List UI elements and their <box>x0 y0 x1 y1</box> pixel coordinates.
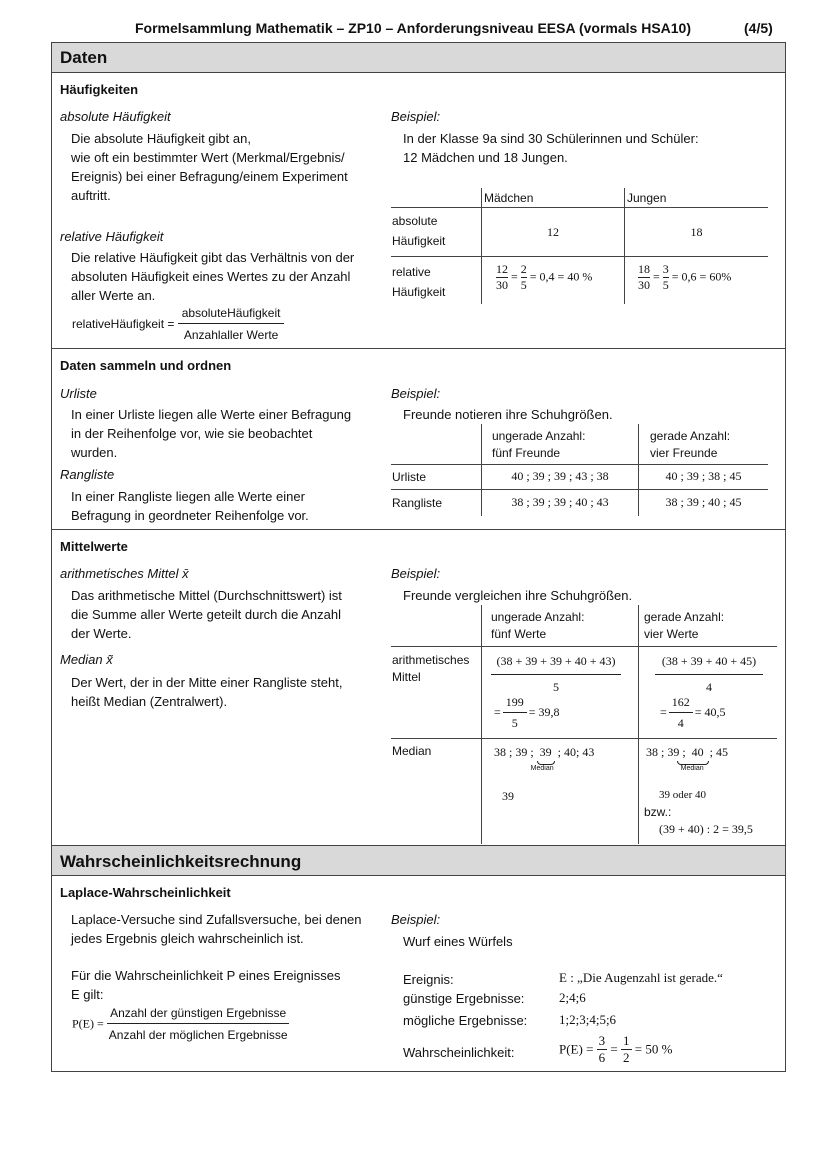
text-line: Laplace-Versuche sind Zufallsversuche, bei denen <box>71 912 362 927</box>
page-number: (4/5) <box>744 20 773 36</box>
text-line: ungerade Anzahl: <box>492 429 586 443</box>
subheading-absolute-haeufigkeit: absolute Häufigkeit <box>60 109 171 124</box>
fraction-numerator: 199 <box>503 695 527 713</box>
formula-relative-haeufigkeit <box>72 306 284 342</box>
example-label: Beispiel: <box>391 912 441 927</box>
fraction-numerator: 1 <box>623 1033 630 1048</box>
median-odd-list <box>494 745 595 772</box>
text-line: wurden. <box>71 445 118 460</box>
example-text: Wurf eines Würfels <box>403 934 513 949</box>
section-divider <box>52 348 785 349</box>
formula-numerator: Anzahl der günstigen Ergebnisse <box>107 1006 289 1024</box>
subheading-urliste: Urliste <box>60 386 97 401</box>
row-header-median: Median <box>392 744 432 758</box>
column-header-gerade <box>650 428 730 462</box>
fraction-denominator: 30 <box>638 278 650 292</box>
formula-numerator: absoluteHäufigkeit <box>178 306 285 324</box>
text-line: E gilt: <box>71 987 104 1002</box>
row-header-absolute <box>392 211 445 251</box>
text-line: absolute <box>392 214 438 228</box>
fraction-denominator: 5 <box>520 278 527 292</box>
text-line: Die relative Häufigkeit gibt das Verhältnis von der <box>71 250 355 265</box>
list-values: ; 45 <box>709 745 729 759</box>
text-arithmetisches-mittel <box>71 586 342 643</box>
text-line: gerade Anzahl: <box>644 610 725 624</box>
result-am-odd: = $\frac{199}{5}$ = 39,8 <box>494 695 560 730</box>
example-text: Freunde vergleichen ihre Schuhgrößen. <box>403 588 633 603</box>
text-median <box>71 673 342 711</box>
median-even-calc: (39 + 40) : 2 = 39,5 <box>659 822 753 836</box>
text-line: auftritt. <box>71 188 111 203</box>
section-divider <box>52 529 785 530</box>
median-odd-result: 39 <box>502 789 514 803</box>
section-title-wahrscheinlichkeit: Wahrscheinlichkeitsrechnung <box>52 845 785 876</box>
text-laplace <box>71 910 362 948</box>
subheading-relative-haeufigkeit: relative Häufigkeit <box>60 229 164 244</box>
result-am-even: = $\frac{162}{4}$ = 40,5 <box>660 695 726 730</box>
formula-fraction <box>107 1006 289 1042</box>
result: = 40,5 <box>694 704 726 719</box>
value-guenstige-ergebnisse: 2;4;6 <box>559 990 586 1005</box>
text-line: absoluten Häufigkeit eines Wertes zu der Anzahl <box>71 269 351 284</box>
text-line: vier Werte <box>644 627 699 641</box>
example-text: Freunde notieren ihre Schuhgrößen. <box>403 407 613 422</box>
heading-mittelwerte: Mittelwerte <box>60 539 128 554</box>
row-header-urliste: Urliste <box>392 470 427 484</box>
subheading-median: Median x̃ <box>60 652 113 667</box>
median-even-list <box>646 745 729 772</box>
formula-denominator: Anzahlaller Werte <box>183 328 279 342</box>
column-header-maedchen: Mädchen <box>484 191 534 205</box>
table-divider <box>481 605 482 844</box>
text-line: Häufigkeit <box>392 285 446 299</box>
fraction-numerator: (38 + 39 + 40 + 45) <box>655 654 763 675</box>
table-cell: 18 <box>690 225 703 239</box>
result: = 0,4 = 40 % <box>529 269 593 284</box>
median-label: Median <box>680 765 704 772</box>
example-label: Beispiel: <box>391 109 441 124</box>
text-line: ungerade Anzahl: <box>491 610 585 624</box>
table-cell: 38 ; 39 ; 40 ; 45 <box>665 495 742 509</box>
text-rangliste <box>71 487 309 525</box>
text-line: Befragung in geordneter Reihenfolge vor. <box>71 508 309 523</box>
fraction-denominator: 6 <box>598 1050 606 1065</box>
text-line: Für die Wahrscheinlichkeit P eines Ereignisses <box>71 968 341 983</box>
fraction-numerator: 2 <box>520 262 527 276</box>
table-divider <box>391 489 768 490</box>
column-header-ungerade <box>491 609 584 643</box>
fraction-denominator: 5 <box>511 716 518 730</box>
column-header-jungen: Jungen <box>627 191 667 205</box>
text-line: vier Freunde <box>650 446 718 460</box>
text-absolute-haeufigkeit <box>71 129 348 205</box>
example-text <box>403 129 699 167</box>
label-wahrscheinlichkeit: Wahrscheinlichkeit: <box>403 1045 515 1060</box>
fraction-denominator: 5 <box>553 680 559 694</box>
table-divider <box>638 605 639 844</box>
median-label: Median <box>530 765 554 772</box>
table-divider <box>391 738 777 739</box>
fraction-numerator: 162 <box>669 695 693 713</box>
median-number: 39 <box>539 745 552 759</box>
text-line: aller Werte an. <box>71 288 156 303</box>
median-value <box>680 745 707 772</box>
text-line: 12 Mädchen und 18 Jungen. <box>403 150 568 165</box>
table-cell: 12 <box>547 225 559 239</box>
subheading-arithmetisches-mittel: arithmetisches Mittel x̄ <box>60 566 189 581</box>
fraction-numerator: 12 <box>496 262 508 276</box>
text-line: in der Reihenfolge vor, wie sie beobachtet <box>71 426 313 441</box>
median-value <box>530 745 555 772</box>
text-relative-haeufigkeit <box>71 248 354 305</box>
text-line: gerade Anzahl: <box>650 429 731 443</box>
text-line: arithmetisches <box>392 653 470 667</box>
example-label: Beispiel: <box>391 566 441 581</box>
table-cell: 38 ; 39 ; 39 ; 40 ; 43 <box>511 495 609 509</box>
table-cell-relative-jungen: $\frac{18}{30}$ = $\frac{3}{5}$ = 0,6 = 60% <box>638 262 732 292</box>
text-line: In einer Rangliste liegen alle Werte einer <box>71 489 305 504</box>
text-line: Ereignis) bei einer Befragung/einem Experiment <box>71 169 348 184</box>
median-even-result: 39 oder 40 <box>659 789 707 801</box>
text-line: der Werte. <box>71 626 132 641</box>
text-line: wie oft ein bestimmter Wert (Merkmal/Ergebnis/ <box>71 150 345 165</box>
list-values: ; 40; 43 <box>557 745 595 759</box>
label-ereignis: Ereignis: <box>403 972 454 987</box>
row-header-arithmetisches-mittel <box>392 652 469 686</box>
heading-haeufigkeiten: Häufigkeiten <box>60 82 139 97</box>
median-number: 40 <box>691 745 704 759</box>
fraction-denominator: 4 <box>677 716 684 730</box>
list-values: 38 ; 39 ; <box>494 745 534 759</box>
table-divider <box>481 188 482 304</box>
text-line: heißt Median (Zentralwert). <box>71 694 228 709</box>
fraction-numerator: (38 + 39 + 39 + 40 + 43) <box>491 654 621 675</box>
formula-am-odd <box>491 654 621 695</box>
subheading-rangliste: Rangliste <box>60 467 115 482</box>
formula-denominator: Anzahl der möglichen Ergebnisse <box>108 1028 288 1042</box>
text-line: relative <box>392 265 431 279</box>
value-wahrscheinlichkeit: P(E) = $\frac{3}{6}$ = $\frac{1}{2}$ = 50 % <box>559 1033 673 1065</box>
fraction-numerator: 3 <box>662 262 669 276</box>
fraction-denominator: 4 <box>706 680 712 694</box>
table-divider <box>391 464 768 465</box>
text-line: In einer Urliste liegen alle Werte einer Befragung <box>71 407 352 422</box>
text-line: die Summe aller Werte geteilt durch die Anzahl <box>71 607 342 622</box>
table-divider <box>391 256 768 257</box>
text-line: Die absolute Häufigkeit gibt an, <box>71 131 251 146</box>
heading-laplace: Laplace-Wahrscheinlichkeit <box>60 885 231 900</box>
table-divider <box>391 207 768 208</box>
value-ereignis: E : „Die Augenzahl ist gerade.“ <box>559 970 723 985</box>
result: = 0,6 = 60% <box>671 269 732 284</box>
formula-left: relativeHäufigkeit = <box>72 317 175 331</box>
formula-left: P(E) = <box>72 1016 104 1031</box>
column-header-gerade <box>644 609 724 643</box>
result: = 50 % <box>634 1041 673 1057</box>
result: = 39,8 <box>528 704 560 719</box>
row-header-relative <box>392 262 445 302</box>
text-line: Mittel <box>392 670 421 684</box>
text-line: In der Klasse 9a sind 30 Schülerinnen und Schüler: <box>403 131 699 146</box>
text-laplace-formula-intro <box>71 966 341 1004</box>
table-cell: 40 ; 39 ; 39 ; 43 ; 38 <box>511 469 609 483</box>
list-values: 38 ; 39 ; <box>646 745 686 759</box>
text-line: Das arithmetische Mittel (Durchschnittswert) ist <box>71 588 342 603</box>
text-line: fünf Werte <box>491 627 547 641</box>
fraction-denominator: 2 <box>623 1050 630 1065</box>
table-divider <box>391 646 777 647</box>
example-label: Beispiel: <box>391 386 441 401</box>
table-cell: 40 ; 39 ; 38 ; 45 <box>665 469 742 483</box>
fraction-denominator: 5 <box>662 278 669 292</box>
formula-laplace <box>72 1006 289 1042</box>
document-header-title: Formelsammlung Mathematik – ZP10 – Anforderungsniveau EESA (vormals HSA10) <box>135 20 692 36</box>
text-urliste <box>71 405 351 462</box>
table-cell-relative-maedchen: $\frac{12}{30}$ = $\frac{2}{5}$ = 0,4 = 40 % <box>496 262 593 292</box>
value-moegliche-ergebnisse: 1;2;3;4;5;6 <box>559 1012 617 1027</box>
median-even-bzw: bzw.: <box>644 805 672 819</box>
formula-am-even <box>655 654 763 695</box>
text-line: Der Wert, der in der Mitte einer Rangliste steht, <box>71 675 343 690</box>
text-line: Häufigkeit <box>392 234 446 248</box>
formula-fraction <box>178 306 285 342</box>
column-header-ungerade <box>492 428 585 462</box>
section-title-daten: Daten <box>52 43 785 73</box>
row-header-rangliste: Rangliste <box>392 496 443 510</box>
table-divider <box>624 188 625 304</box>
fraction-denominator: 30 <box>496 278 508 292</box>
text-line: jedes Ergebnis gleich wahrscheinlich ist. <box>71 931 304 946</box>
label-moegliche-ergebnisse: mögliche Ergebnisse: <box>403 1013 528 1028</box>
heading-daten-sammeln: Daten sammeln und ordnen <box>60 358 232 373</box>
formula-left: P(E) = <box>559 1041 594 1057</box>
label-guenstige-ergebnisse: günstige Ergebnisse: <box>403 991 525 1006</box>
text-line: fünf Freunde <box>492 446 561 460</box>
fraction-numerator: 3 <box>598 1033 606 1048</box>
fraction-numerator: 18 <box>638 262 650 276</box>
